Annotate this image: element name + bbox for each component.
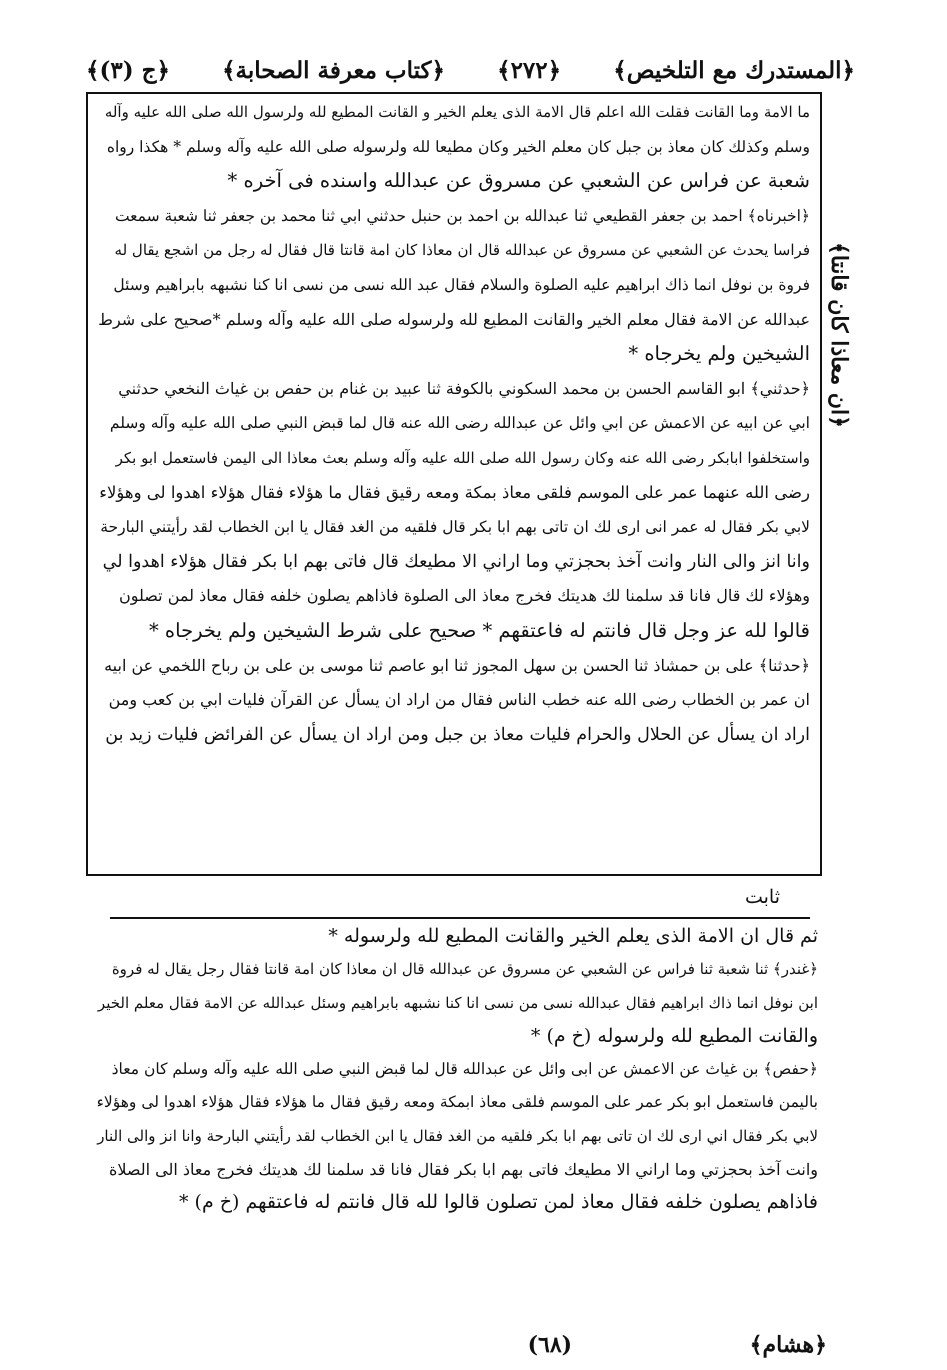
lower-text-line: وانت آخذ بحجزتي وما اراني الا مطيعك فاتى بهم ابا بكر فقال فانا قد سلمنا لك هديتك فخرج معاذ الى الصلاة [108, 1160, 818, 1180]
separator-rule [110, 917, 810, 919]
lower-text-line: ﴿غندر﴾ ثنا شعبة ثنا فراس عن الشعبي عن مسروق عن عبدالله قال ان معاذا كان امة قانتا فقال رجل يقال له فروة [111, 960, 818, 979]
header-chapter-title: ﴿كتاب معرفة الصحابة﴾ [222, 56, 445, 84]
main-text-line: عبدالله عن الامة فقال معلم الخير والقانت المطيع لله ولرسوله صلى الله عليه وآله وسلم *صحيح على شرط [98, 309, 810, 329]
main-text-line: فراسا يحدث عن الشعبي عن مسروق عن عبدالله قال ان معاذا كان امة قانتا قال فقال له رجل من اشجع يقال له [114, 241, 810, 260]
lower-text-line: والقانت المطيع لله ولرسوله (خ م) * [530, 1024, 818, 1047]
main-text-line: ﴿حدثني﴾ ابو القاسم الحسن بن محمد السكوني بالكوفة ثنا عبيد بن غنام بن حفص بن غياث النخعي حدثني [118, 378, 810, 398]
main-text-line: رضى الله عنهما عمر على الموسم فلقى معاذ بمكة ومعه رقيق فقال ما هؤلاء فقال هؤلاء اهدوا لى وهؤلاء [99, 482, 810, 502]
header-book-title: ﴿المستدرك مع التلخيص﴾ [613, 56, 855, 84]
main-text-line: وانا انز والى النار وانت آخذ بحجزتي وما اراني الا مطيعك قال فاتى بهم ابا بكر فقال هؤلاء اهدوا لي [102, 551, 810, 572]
page-footer [130, 1325, 827, 1365]
main-text-body [98, 95, 810, 752]
running-header [86, 48, 855, 92]
lower-text-line: ثم قال ان الامة الذى يعلم الخير والقانت المطيع لله ولرسوله * [328, 925, 818, 947]
main-text-line: واستخلفوا ابابكر رضى الله عنه وكان رسول الله صلى الله عليه وآله وسلم بعث معاذا الى اليمن فاستعمل ابو بكر [115, 448, 810, 467]
main-text-line: ابي عن ابيه عن الاعمش عن ابي وائل عن عبدالله رضى الله عنه قال لما قبض النبي صلى الله عليه وآله وسلم [109, 414, 810, 433]
main-text-line: اراد ان يسأل عن الحلال والحرام فليات معاذ بن جبل ومن اراد ان يسأل عن الفرائض فليات زيد بن [105, 724, 810, 745]
margin-note [822, 200, 856, 470]
footer-page-number: (٦٨) [527, 1332, 573, 1358]
main-text-line: لابي بكر فقال له عمر انى ارى لك ان تاتى بهم ابا بكر قال فلقيه من الغد فقال يا ابن الخطاب لقد رأيتني البارحة [100, 518, 810, 537]
main-text-line: فروة بن نوفل انما ذاك ابراهيم عليه الصلوة والسلام فقال عبد الله نسى من نسى انا كنا نشبهه بابراهيم وسئل [113, 275, 810, 294]
frame-footnote: ثابت [744, 886, 780, 908]
lower-text-line: باليمن فاستعمل ابو بكر عمر على الموسم فلقى معاذ ابمكة ومعه رقيق فقال ما هؤلاء فقال هؤلاء اهدوا لى وهؤلاء [96, 1093, 818, 1112]
main-text-line: ﴿اخبرناه﴾ احمد بن جعفر القطيعي ثنا عبدالله بن احمد بن حنبل حدثني ابي ثنا محمد بن جعفر ثنا شعبة سمعت [114, 206, 810, 225]
lower-text-body [92, 920, 818, 1220]
main-text-line: شعبة عن فراس عن الشعبي عن مسروق عن عبدالله واسنده فى آخره * [227, 169, 810, 193]
main-text-line: ﴿حدثنا﴾ على بن حمشاذ ثنا الحسن بن سهل المجوز ثنا ابو عاصم ثنا موسى بن على بن رباح اللخمي عن ابيه [104, 655, 810, 675]
main-text-line: الشيخين ولم يخرجاه * [628, 342, 810, 366]
footer-catchword: ﴿هشام﴾ [749, 1332, 827, 1358]
lower-text-line: ﴿حفص﴾ بن غياث عن الاعمش عن ابى وائل عن عبدالله قال لما قبض النبي صلى الله عليه وآله وسلم كان معاذ [111, 1060, 818, 1079]
lower-text-line: فاذاهم يصلون خلفه فقال معاذ لمن تصلون قالوا لله قال فانتم له فاعتقهم (خ م) * [179, 1191, 818, 1214]
main-text-line: وهؤلاء لك قال فانا قد سلمنا لك هديتك فخرج معاذ الى الصلوة فاذاهم يصلون خلفه فقال معاذ لمن تصلون [118, 586, 810, 606]
lower-text-line: ابن نوفل انما ذاك ابراهيم فقال عبدالله نسى من نسى انا كنا نشبهه بابراهيم وسئل عبدالله عن الامة فقال معلم الخير [97, 993, 818, 1012]
margin-note-text: ﴿ان معاذا كان قانتا﴾ [826, 241, 852, 429]
header-volume: ﴿ج (٣)﴾ [86, 56, 170, 84]
lower-text-line: لابي بكر فقال اني ارى لك ان تاتى بهم ابا بكر فلقيه من الغد فقال يا ابن الخطاب لقد رأيتني البارحة وانا انز والى النار [97, 1126, 818, 1145]
main-text-line: قالوا لله عز وجل قال فانتم له فاعتقهم * صحيح على شرط الشيخين ولم يخرجاه * [148, 618, 810, 642]
header-page-number: ﴿٢٧٢﴾ [497, 56, 562, 84]
main-text-line: ما الامة وما القانت فقلت الله اعلم قال الامة الذى يعلم الخير و القانت المطيع لله ولرسول الله صلى الله عليه وآله [104, 103, 810, 121]
main-text-line: وسلم وكذلك كان معاذ بن جبل كان معلم الخير وكان مطيعا لله ولرسوله صلى الله عليه وآله وسلم * هكذا رواه [106, 137, 810, 156]
main-text-line: ان عمر بن الخطاب رضى الله عنه خطب الناس فقال من اراد ان يسأل عن القرآن فليات ابي بن كعب ومن [108, 690, 810, 710]
